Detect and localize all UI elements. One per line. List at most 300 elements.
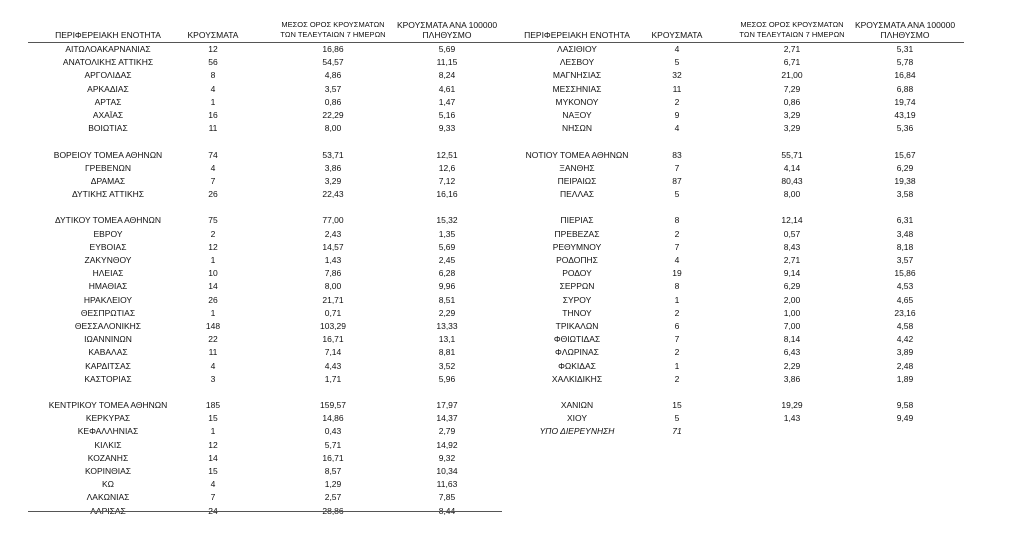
region-cell: ΤΡΙΚΑΛΩΝ	[555, 320, 599, 331]
table-row	[502, 228, 964, 241]
per100k-cell: 9,96	[438, 281, 456, 292]
per100k-cell: 11,63	[436, 479, 458, 490]
region-cell: ΘΕΣΣΑΛΟΝΙΚΗΣ	[74, 320, 142, 331]
cases-cell: 22	[208, 334, 218, 345]
per100k-cell: 8,51	[438, 294, 456, 305]
avg-cell: 16,71	[322, 334, 344, 345]
per100k-cell: 9,32	[438, 452, 456, 463]
cases-cell: 4	[674, 123, 680, 134]
per100k-cell: 4,42	[896, 334, 914, 345]
cases-column-header: ΚΡΟΥΣΜΑΤΑ	[187, 30, 239, 40]
cases-cell: 15	[208, 413, 218, 424]
cases-cell: 2	[210, 228, 216, 239]
avg-header-line1: ΜΕΣΟΣ ΟΡΟΣ ΚΡΟΥΣΜΑΤΩΝ	[281, 20, 385, 29]
table-row	[502, 83, 964, 96]
table-row	[502, 162, 964, 175]
per100k-cell: 4,53	[896, 281, 914, 292]
cases-cell: 7	[210, 492, 216, 503]
per100k-cell: 2,48	[896, 360, 914, 371]
per100k-cell: 6,28	[438, 268, 456, 279]
per100k-cell: 9,33	[438, 123, 456, 134]
cases-cell: 5	[674, 413, 680, 424]
cases-cell: 16	[208, 109, 218, 120]
cases-cell: 8	[674, 215, 680, 226]
region-cell: ΣΥΡΟΥ	[562, 294, 592, 305]
cases-cell: 24	[208, 505, 218, 516]
table-row	[502, 96, 964, 109]
avg-cell: 2,71	[783, 44, 801, 54]
avg-cell: 1,00	[783, 307, 801, 318]
per100k-cell: 3,57	[896, 255, 914, 265]
region-cell: ΚΑΣΤΟΡΙΑΣ	[84, 373, 132, 384]
cases-cell: 4	[210, 83, 216, 94]
region-cell: ΚΙΛΚΙΣ	[94, 439, 122, 450]
region-cell: ΔΥΤΙΚΟΥ ΤΟΜΕΑ ΑΘΗΝΩΝ	[54, 215, 162, 226]
cases-cell: 2	[674, 347, 680, 358]
avg-cell: 21,71	[322, 294, 344, 305]
table-row	[502, 43, 964, 56]
table-row	[28, 412, 502, 425]
avg-cell: 55,71	[781, 149, 803, 160]
right-table-body	[502, 43, 964, 439]
per100k-cell: 15,67	[894, 149, 916, 160]
per100k-cell: 11,15	[436, 57, 458, 68]
cases-cell: 4	[674, 255, 680, 265]
table-bottom-rule	[28, 511, 502, 512]
table-row	[28, 149, 502, 162]
cases-cell: 7	[674, 162, 680, 173]
region-cell: ΡΟΔΟΠΗΣ	[556, 255, 598, 265]
per100k-cell: 6,88	[896, 83, 914, 94]
cases-cell: 1	[674, 360, 680, 371]
region-cell: ΝΑΞΟΥ	[562, 109, 592, 120]
avg-cell: 6,29	[783, 281, 801, 292]
avg-cell: 4,43	[324, 360, 342, 371]
per100k-cell: 13,1	[438, 334, 456, 345]
region-cell: ΑΡΚΑΔΙΑΣ	[87, 83, 129, 94]
cases-cell: 14	[208, 452, 218, 463]
avg-cell: 1,43	[324, 255, 342, 265]
region-cell: ΛΑΡΙΣΑΣ	[90, 505, 126, 516]
per100k-cell: 8,18	[896, 241, 914, 252]
table-row	[502, 254, 964, 267]
cases-cell: 74	[208, 149, 218, 160]
avg-cell: 2,57	[324, 492, 342, 503]
per100k-cell: 6,29	[896, 162, 914, 173]
cases-cell: 6	[674, 320, 680, 331]
per100k-header-line2: ΠΛΗΘΥΣΜΟ	[422, 30, 472, 40]
region-cell: ΥΠΟ ΔΙΕΡΕΥΝΗΣΗ	[539, 426, 615, 437]
region-cell: ΕΥΒΟΙΑΣ	[89, 241, 127, 252]
avg-cell: 8,57	[324, 466, 342, 476]
region-cell: ΜΥΚΟΝΟΥ	[555, 96, 599, 107]
avg-cell: 8,43	[783, 241, 801, 252]
per100k-cell: 4,58	[896, 320, 914, 331]
table-row	[502, 346, 964, 359]
cases-cell: 4	[210, 479, 216, 490]
table-row	[28, 83, 502, 96]
region-cell: ΜΕΣΣΗΝΙΑΣ	[552, 83, 602, 94]
table-row	[502, 399, 964, 412]
region-cell: ΑΧΑΪΑΣ	[92, 109, 124, 120]
cases-cell: 2	[674, 307, 680, 318]
table-row	[28, 333, 502, 346]
table-row	[28, 162, 502, 175]
avg-cell: 2,71	[783, 255, 801, 265]
cases-cell: 19	[672, 268, 682, 279]
table-row	[502, 267, 964, 280]
per100k-cell: 7,85	[438, 492, 456, 503]
table-row	[28, 439, 502, 452]
avg-cell: 6,71	[783, 57, 801, 68]
cases-cell: 32	[672, 70, 682, 81]
region-cell: ΧΙΟΥ	[566, 413, 588, 424]
avg-cell: 0,86	[783, 96, 801, 107]
cases-cell: 12	[208, 241, 218, 252]
cases-cell: 1	[210, 426, 216, 437]
region-cell: ΤΗΝΟΥ	[562, 307, 592, 318]
cases-cell: 56	[208, 57, 218, 68]
avg-cell: 7,14	[324, 347, 342, 358]
table-row	[502, 122, 964, 135]
region-cell: ΒΟΙΩΤΙΑΣ	[88, 123, 128, 134]
cases-cell: 15	[672, 400, 682, 411]
region-cell: ΑΡΤΑΣ	[94, 96, 122, 107]
per100k-cell: 19,74	[894, 96, 916, 107]
cases-cell: 4	[210, 162, 216, 173]
cases-cell: 1	[210, 96, 216, 107]
table-row	[28, 307, 502, 320]
row-spacer	[28, 201, 502, 214]
cases-cell: 11	[672, 83, 682, 94]
per100k-cell: 3,48	[896, 228, 914, 239]
per100k-cell: 10,34	[436, 466, 458, 476]
region-cell: ΚΩ	[101, 479, 115, 490]
avg-cell: 22,43	[322, 189, 344, 200]
avg-cell: 1,71	[324, 373, 342, 384]
region-cell: ΣΕΡΡΩΝ	[559, 281, 595, 292]
table-row	[28, 491, 502, 504]
table-row	[28, 228, 502, 241]
per100k-cell: 4,61	[438, 83, 456, 94]
per100k-cell: 8,81	[438, 347, 456, 358]
region-cell: ΠΕΛΛΑΣ	[559, 189, 595, 200]
table-row	[28, 267, 502, 280]
table-row	[502, 149, 964, 162]
row-spacer	[502, 201, 964, 214]
avg-cell: 28,86	[322, 505, 344, 516]
cases-cell: 26	[208, 294, 218, 305]
table-row	[502, 175, 964, 188]
region-cell: ΙΩΑΝΝΙΝΩΝ	[84, 334, 132, 345]
region-cell: ΧΑΛΚΙΔΙΚΗΣ	[551, 373, 603, 384]
avg-cell: 7,86	[324, 268, 342, 279]
region-cell: ΡΟΔΟΥ	[562, 268, 592, 279]
left-table-header	[28, 14, 502, 43]
avg-cell: 22,29	[322, 109, 344, 120]
table-row	[28, 399, 502, 412]
cases-column-header: ΚΡΟΥΣΜΑΤΑ	[651, 30, 703, 40]
avg-cell: 80,43	[781, 175, 803, 186]
region-cell: ΚΕΝΤΡΙΚΟΥ ΤΟΜΕΑ ΑΘΗΝΩΝ	[48, 400, 168, 411]
avg-cell: 21,00	[781, 70, 803, 81]
cases-cell: 1	[210, 307, 216, 318]
cases-cell: 9	[674, 109, 680, 120]
per100k-cell: 8,24	[438, 70, 456, 81]
region-cell: ΑΙΤΩΛΟΑΚΑΡΝΑΝΙΑΣ	[65, 44, 151, 54]
avg-cell: 3,29	[324, 175, 342, 186]
table-row	[28, 478, 502, 491]
region-cell: ΓΡΕΒΕΝΩΝ	[85, 162, 131, 173]
cases-cell: 1	[210, 255, 216, 265]
avg-cell: 8,00	[324, 281, 342, 292]
avg-cell: 16,71	[322, 452, 344, 463]
avg-cell: 8,00	[783, 189, 801, 200]
per100k-cell: 4,65	[896, 294, 914, 305]
per100k-cell: 2,29	[438, 307, 456, 318]
avg-cell: 7,29	[783, 83, 801, 94]
cases-cell: 26	[208, 189, 218, 200]
cases-cell: 148	[205, 320, 221, 331]
region-cell: ΔΡΑΜΑΣ	[90, 175, 126, 186]
per100k-cell: 15,86	[894, 268, 916, 279]
region-cell: ΡΕΘΥΜΝΟΥ	[552, 241, 602, 252]
table-row	[502, 333, 964, 346]
per100k-cell: 2,45	[438, 255, 456, 265]
region-cell: ΗΡΑΚΛΕΙΟΥ	[83, 294, 133, 305]
region-cell: ΧΑΝΙΩΝ	[560, 400, 594, 411]
avg-cell: 2,00	[783, 294, 801, 305]
per100k-column-header	[846, 20, 964, 40]
avg-column-header	[268, 20, 398, 40]
avg-cell: 0,71	[324, 307, 342, 318]
avg-cell: 19,29	[781, 400, 803, 411]
table-row	[28, 43, 502, 56]
avg-cell: 9,14	[783, 268, 801, 279]
avg-column-header	[727, 20, 857, 40]
table-row	[502, 412, 964, 425]
avg-cell: 8,14	[783, 334, 801, 345]
per100k-cell: 16,84	[894, 70, 916, 81]
per100k-cell: 8,44	[438, 505, 456, 516]
per100k-cell: 23,16	[894, 307, 916, 318]
avg-header-line2: ΤΩΝ ΤΕΛΕΥΤΑΙΩΝ 7 ΗΜΕΡΩΝ	[739, 30, 845, 39]
per100k-cell: 1,89	[896, 373, 914, 384]
avg-header-line1: ΜΕΣΟΣ ΟΡΟΣ ΚΡΟΥΣΜΑΤΩΝ	[740, 20, 844, 29]
cases-cell: 11	[208, 123, 218, 134]
per100k-cell: 5,36	[896, 123, 914, 134]
cases-cell: 5	[674, 189, 680, 200]
cases-cell: 83	[672, 149, 682, 160]
per100k-header-line2: ΠΛΗΘΥΣΜΟ	[880, 30, 930, 40]
cases-cell: 75	[208, 215, 218, 226]
region-cell: ΦΘΙΩΤΙΔΑΣ	[553, 334, 601, 345]
table-row	[28, 465, 502, 478]
table-row	[28, 96, 502, 109]
cases-cell: 14	[208, 281, 218, 292]
region-cell: ΝΟΤΙΟΥ ΤΟΜΕΑ ΑΘΗΝΩΝ	[525, 149, 629, 160]
table-row	[28, 425, 502, 438]
cases-cell: 15	[208, 466, 218, 476]
region-cell: ΛΑΚΩΝΙΑΣ	[86, 492, 130, 503]
per100k-cell: 19,38	[894, 175, 916, 186]
cases-cell: 12	[208, 44, 218, 54]
per100k-cell: 5,78	[896, 57, 914, 68]
avg-cell: 14,86	[322, 413, 344, 424]
cases-cell: 11	[208, 347, 218, 358]
avg-cell: 1,43	[783, 413, 801, 424]
region-cell: ΗΛΕΙΑΣ	[92, 268, 124, 279]
avg-cell: 3,86	[783, 373, 801, 384]
avg-cell: 77,00	[322, 215, 344, 226]
cases-cell: 2	[674, 228, 680, 239]
per100k-cell: 43,19	[894, 109, 916, 120]
per100k-cell: 1,47	[438, 96, 456, 107]
cases-cell: 3	[210, 373, 216, 384]
avg-cell: 3,29	[783, 109, 801, 120]
per100k-header-line1: ΚΡΟΥΣΜΑΤΑ ΑΝΑ 100000	[854, 20, 956, 30]
region-cell: ΑΡΓΟΛΙΔΑΣ	[84, 70, 132, 81]
per100k-cell: 3,89	[896, 347, 914, 358]
region-cell: ΜΑΓΝΗΣΙΑΣ	[552, 70, 602, 81]
table-row	[28, 214, 502, 227]
region-cell: ΚΑΒΑΛΑΣ	[88, 347, 128, 358]
left-table	[28, 14, 502, 518]
cases-cell: 185	[205, 400, 221, 411]
per100k-cell: 5,31	[896, 44, 914, 54]
avg-cell: 8,00	[324, 123, 342, 134]
row-spacer	[28, 386, 502, 399]
per100k-cell: 3,52	[438, 360, 456, 371]
cases-cell: 2	[674, 96, 680, 107]
avg-cell: 0,57	[783, 228, 801, 239]
table-row	[502, 360, 964, 373]
per100k-header-line1: ΚΡΟΥΣΜΑΤΑ ΑΝΑ 100000	[396, 20, 498, 30]
region-cell: ΔΥΤΙΚΗΣ ΑΤΤΙΚΗΣ	[71, 189, 145, 200]
region-cell: ΗΜΑΘΙΑΣ	[88, 281, 128, 292]
region-cell: ΚΕΦΑΛΛΗΝΙΑΣ	[77, 426, 139, 437]
region-column-header: ΠΕΡΙΦΕΡΕΙΑΚΗ ΕΝΟΤΗΤΑ	[524, 30, 630, 40]
avg-cell: 0,43	[324, 426, 342, 437]
avg-cell: 7,00	[783, 320, 801, 331]
region-cell: ΦΩΚΙΔΑΣ	[558, 360, 596, 371]
table-row	[502, 214, 964, 227]
avg-cell: 2,43	[324, 228, 342, 239]
table-row	[28, 69, 502, 82]
region-cell: ΠΕΙΡΑΙΩΣ	[557, 175, 597, 186]
per100k-cell: 7,12	[438, 175, 456, 186]
table-row	[28, 373, 502, 386]
region-cell: ΠΡΕΒΕΖΑΣ	[554, 228, 600, 239]
table-row	[28, 294, 502, 307]
cases-cell: 8	[674, 281, 680, 292]
avg-cell: 6,43	[783, 347, 801, 358]
avg-cell: 103,29	[320, 320, 346, 331]
per100k-cell: 1,35	[438, 228, 456, 239]
per100k-cell: 2,79	[438, 426, 456, 437]
table-row	[28, 452, 502, 465]
cases-cell: 4	[674, 44, 680, 54]
table-row	[28, 109, 502, 122]
cases-cell: 1	[674, 294, 680, 305]
avg-cell: 54,57	[322, 57, 344, 68]
region-cell: ΚΟΖΑΝΗΣ	[87, 452, 129, 463]
table-row	[502, 56, 964, 69]
table-row	[502, 69, 964, 82]
region-cell: ΚΑΡΔΙΤΣΑΣ	[85, 360, 131, 371]
per100k-cell: 5,16	[438, 109, 456, 120]
cases-cell: 5	[674, 57, 680, 68]
table-row	[502, 294, 964, 307]
cases-cell: 71	[672, 426, 682, 437]
right-table	[502, 14, 964, 439]
cases-cell: 7	[674, 334, 680, 345]
region-cell: ΚΟΡΙΝΘΙΑΣ	[84, 466, 132, 476]
table-row	[502, 241, 964, 254]
region-cell: ΑΝΑΤΟΛΙΚΗΣ ΑΤΤΙΚΗΣ	[62, 57, 154, 68]
avg-cell: 0,86	[324, 96, 342, 107]
left-table-body	[28, 43, 502, 518]
region-cell: ΝΗΣΩΝ	[561, 123, 593, 134]
table-row	[28, 360, 502, 373]
region-cell: ΒΟΡΕΙΟΥ ΤΟΜΕΑ ΑΘΗΝΩΝ	[53, 149, 163, 160]
per100k-cell: 15,32	[436, 215, 458, 226]
table-row	[28, 320, 502, 333]
right-table-header	[502, 14, 964, 43]
row-spacer	[28, 135, 502, 148]
per100k-cell: 14,92	[436, 439, 458, 450]
cases-cell: 4	[210, 360, 216, 371]
region-cell: ΞΑΝΘΗΣ	[559, 162, 595, 173]
per100k-cell: 12,6	[438, 162, 456, 173]
avg-cell: 14,57	[322, 241, 344, 252]
row-spacer	[502, 135, 964, 148]
avg-cell: 53,71	[322, 149, 344, 160]
avg-cell: 5,71	[324, 439, 342, 450]
table-row	[502, 425, 964, 438]
row-spacer	[502, 386, 964, 399]
table-row	[28, 56, 502, 69]
avg-cell: 16,86	[322, 44, 344, 54]
table-row	[502, 320, 964, 333]
per100k-cell: 12,51	[436, 149, 458, 160]
region-column-header: ΠΕΡΙΦΕΡΕΙΑΚΗ ΕΝΟΤΗΤΑ	[55, 30, 161, 40]
region-cell: ΕΒΡΟΥ	[93, 228, 123, 239]
table-row	[502, 373, 964, 386]
table-row	[28, 280, 502, 293]
per100k-cell: 3,58	[896, 189, 914, 200]
table-row	[502, 109, 964, 122]
avg-cell: 3,86	[324, 162, 342, 173]
table-row	[28, 175, 502, 188]
per100k-column-header	[382, 20, 512, 40]
table-row	[28, 254, 502, 267]
per100k-cell: 5,96	[438, 373, 456, 384]
cases-cell: 10	[208, 268, 218, 279]
region-cell: ΚΕΡΚΥΡΑΣ	[85, 413, 131, 424]
per100k-cell: 13,33	[436, 320, 458, 331]
cases-cell: 12	[208, 439, 218, 450]
table-row	[28, 122, 502, 135]
table-row	[502, 280, 964, 293]
avg-cell: 4,14	[783, 162, 801, 173]
table-row	[502, 307, 964, 320]
avg-cell: 4,86	[324, 70, 342, 81]
table-row	[502, 188, 964, 201]
per100k-cell: 5,69	[438, 44, 456, 54]
avg-cell: 3,29	[783, 123, 801, 134]
region-cell: ΛΕΣΒΟΥ	[559, 57, 595, 68]
